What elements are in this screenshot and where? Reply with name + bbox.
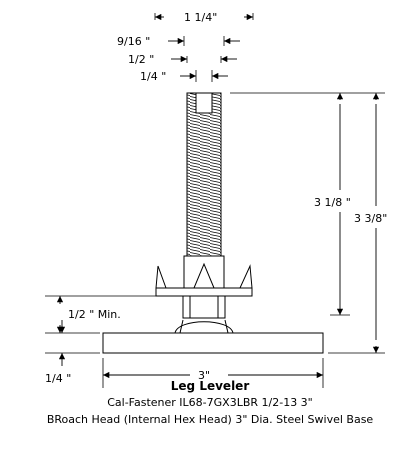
threaded-stud xyxy=(187,93,221,256)
dim-hex-socket: 1/4 " xyxy=(140,70,167,83)
dim-base-diameter: 3" xyxy=(198,369,211,382)
hex-socket xyxy=(196,93,212,113)
dim-hex-width: 9/16 " xyxy=(117,35,151,48)
dim-base-thickness: 1/4 " xyxy=(45,372,72,385)
leveler-part xyxy=(103,93,323,353)
dim-clearance: 1/2 " Min. xyxy=(68,308,121,321)
part-number-line: Cal-Fastener IL68-7GX3LBR 1/2-13 3" xyxy=(107,396,313,409)
dim-thread-length: 3 1/8 " xyxy=(314,196,351,209)
flange-spikes xyxy=(156,264,252,296)
dim-overall-width: 1 1/4" xyxy=(184,11,218,24)
drawing-title: Leg Leveler xyxy=(170,379,250,393)
hex-nut xyxy=(183,296,225,318)
dim-overall-height: 3 3/8" xyxy=(354,212,388,225)
base-plate xyxy=(103,333,323,353)
dim-stud-width: 1/2 " xyxy=(128,53,155,66)
swivel-ball xyxy=(175,322,233,333)
description-line: BRoach Head (Internal Hex Head) 3" Dia. Steel Swivel Base xyxy=(46,413,374,426)
